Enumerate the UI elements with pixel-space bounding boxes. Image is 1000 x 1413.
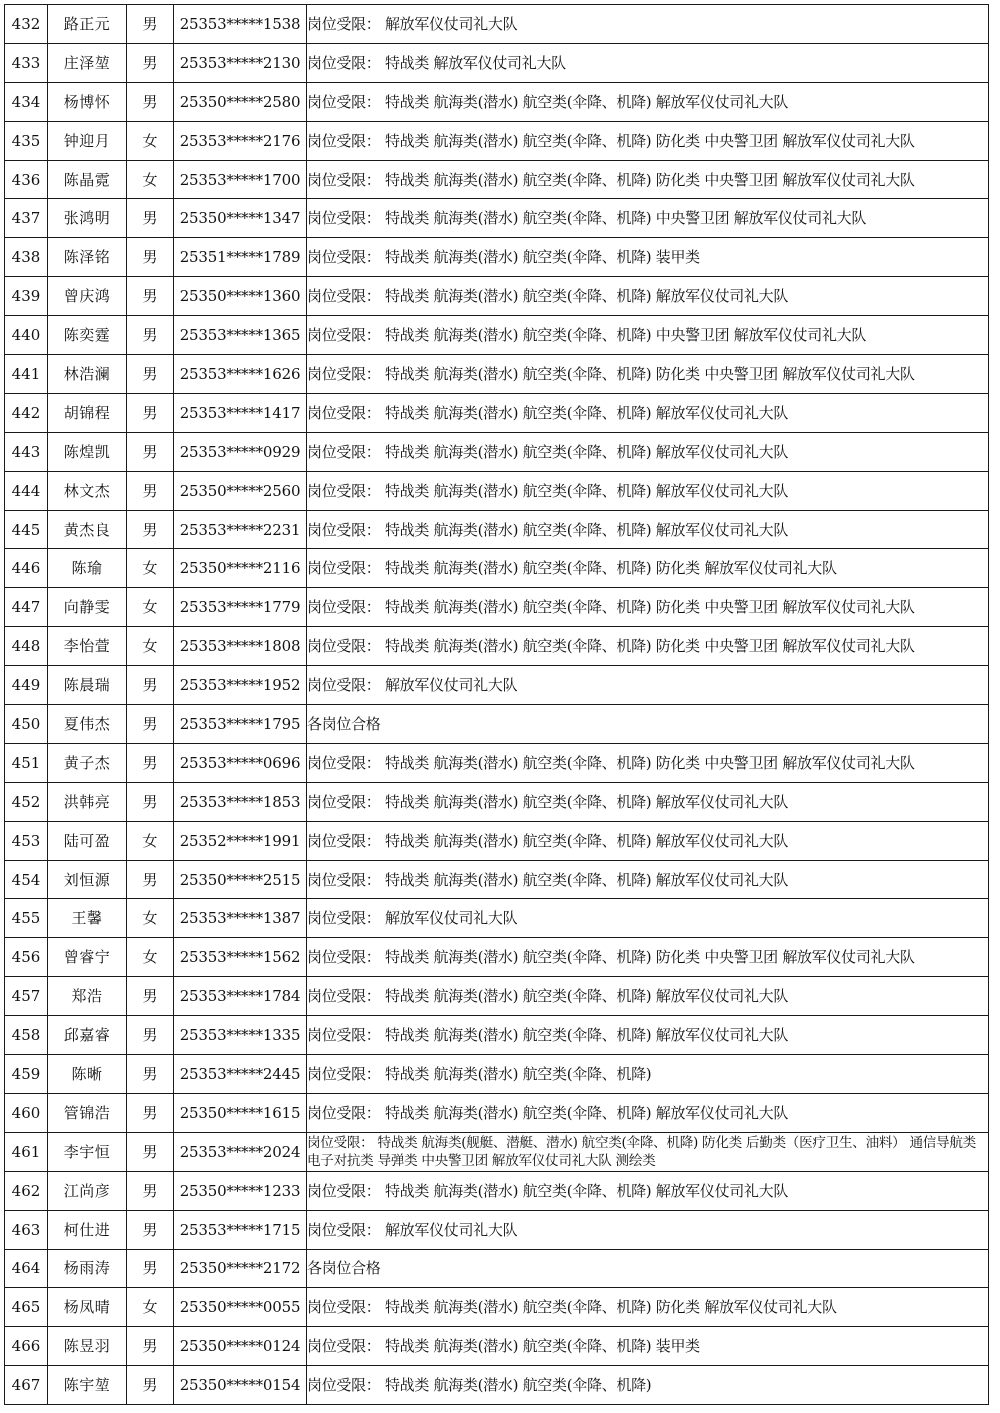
row-number-cell: 438 bbox=[5, 238, 48, 277]
name-cell: 黄子杰 bbox=[48, 743, 127, 782]
row-number-cell: 458 bbox=[5, 1016, 48, 1055]
id-number-cell: 25353*****1365 bbox=[174, 316, 307, 355]
row-number-cell: 443 bbox=[5, 432, 48, 471]
id-number-cell: 25350*****1615 bbox=[174, 1093, 307, 1132]
id-number-cell: 25353*****1779 bbox=[174, 588, 307, 627]
name-cell: 陈瑜 bbox=[48, 549, 127, 588]
name-cell: 陈晨瑞 bbox=[48, 666, 127, 705]
row-number-cell: 442 bbox=[5, 393, 48, 432]
name-cell: 王馨 bbox=[48, 899, 127, 938]
id-number-cell: 25353*****1952 bbox=[174, 666, 307, 705]
id-number-cell: 25353*****1562 bbox=[174, 938, 307, 977]
table-row bbox=[5, 1132, 989, 1171]
row-number-cell: 437 bbox=[5, 199, 48, 238]
id-number-cell: 25350*****2515 bbox=[174, 860, 307, 899]
gender-cell: 男 bbox=[127, 43, 174, 82]
restriction-note-cell: 岗位受限： 特战类 航海类(潜水) 航空类(伞降、机降) 解放军仪仗司礼大队 bbox=[307, 821, 989, 860]
id-number-cell: 25350*****0055 bbox=[174, 1288, 307, 1327]
name-cell: 李怡萱 bbox=[48, 627, 127, 666]
row-number-cell: 460 bbox=[5, 1093, 48, 1132]
name-cell: 江尚彦 bbox=[48, 1171, 127, 1210]
table-row bbox=[5, 316, 989, 355]
id-number-cell: 25353*****1700 bbox=[174, 160, 307, 199]
gender-cell: 女 bbox=[127, 1288, 174, 1327]
row-number-cell: 467 bbox=[5, 1366, 48, 1405]
roster-table bbox=[4, 4, 989, 1405]
table-row bbox=[5, 1093, 989, 1132]
id-number-cell: 25350*****0154 bbox=[174, 1366, 307, 1405]
restriction-note-cell: 岗位受限： 解放军仪仗司礼大队 bbox=[307, 899, 989, 938]
gender-cell: 女 bbox=[127, 938, 174, 977]
row-number-cell: 466 bbox=[5, 1327, 48, 1366]
row-number-cell: 449 bbox=[5, 666, 48, 705]
row-number-cell: 432 bbox=[5, 5, 48, 44]
gender-cell: 女 bbox=[127, 160, 174, 199]
id-number-cell: 25351*****1789 bbox=[174, 238, 307, 277]
table-row bbox=[5, 355, 989, 394]
restriction-note-cell: 岗位受限： 特战类 航海类(潜水) 航空类(伞降、机降) 防化类 中央警卫团 解放军仪仗司礼大队 bbox=[307, 355, 989, 394]
row-number-cell: 454 bbox=[5, 860, 48, 899]
row-number-cell: 456 bbox=[5, 938, 48, 977]
table-row bbox=[5, 1210, 989, 1249]
restriction-note-cell: 岗位受限： 特战类 航海类(潜水) 航空类(伞降、机降) 防化类 解放军仪仗司礼大队 bbox=[307, 1288, 989, 1327]
row-number-cell: 434 bbox=[5, 82, 48, 121]
id-number-cell: 25353*****1808 bbox=[174, 627, 307, 666]
table-row bbox=[5, 705, 989, 744]
table-row bbox=[5, 666, 989, 705]
id-number-cell: 25353*****1538 bbox=[174, 5, 307, 44]
id-number-cell: 25350*****0124 bbox=[174, 1327, 307, 1366]
gender-cell: 男 bbox=[127, 1016, 174, 1055]
table-row bbox=[5, 82, 989, 121]
row-number-cell: 433 bbox=[5, 43, 48, 82]
name-cell: 杨博怀 bbox=[48, 82, 127, 121]
row-number-cell: 450 bbox=[5, 705, 48, 744]
restriction-note-cell: 岗位受限： 特战类 航海类(潜水) 航空类(伞降、机降) 解放军仪仗司礼大队 bbox=[307, 82, 989, 121]
id-number-cell: 25353*****0929 bbox=[174, 432, 307, 471]
gender-cell: 男 bbox=[127, 432, 174, 471]
gender-cell: 女 bbox=[127, 588, 174, 627]
id-number-cell: 25353*****2231 bbox=[174, 510, 307, 549]
table-row bbox=[5, 432, 989, 471]
restriction-note-cell: 岗位受限： 特战类 航海类(潜水) 航空类(伞降、机降) 解放军仪仗司礼大队 bbox=[307, 471, 989, 510]
table-row bbox=[5, 277, 989, 316]
restriction-note-cell: 岗位受限： 特战类 航海类(潜水) 航空类(伞降、机降) 防化类 中央警卫团 解放军仪仗司礼大队 bbox=[307, 938, 989, 977]
gender-cell: 男 bbox=[127, 393, 174, 432]
row-number-cell: 455 bbox=[5, 899, 48, 938]
table-row bbox=[5, 938, 989, 977]
restriction-note-cell: 岗位受限： 特战类 航海类(潜水) 航空类(伞降、机降) 解放军仪仗司礼大队 bbox=[307, 860, 989, 899]
table-row bbox=[5, 899, 989, 938]
gender-cell: 男 bbox=[127, 471, 174, 510]
gender-cell: 男 bbox=[127, 1327, 174, 1366]
row-number-cell: 440 bbox=[5, 316, 48, 355]
gender-cell: 女 bbox=[127, 899, 174, 938]
name-cell: 黄杰良 bbox=[48, 510, 127, 549]
restriction-note-cell: 岗位受限： 特战类 航海类(潜水) 航空类(伞降、机降) 装甲类 bbox=[307, 238, 989, 277]
name-cell: 陆可盈 bbox=[48, 821, 127, 860]
row-number-cell: 446 bbox=[5, 549, 48, 588]
restriction-note-cell: 各岗位合格 bbox=[307, 1249, 989, 1288]
name-cell: 向静雯 bbox=[48, 588, 127, 627]
restriction-note-cell: 岗位受限： 特战类 航海类(潜水) 航空类(伞降、机降) 中央警卫团 解放军仪仗司礼大队 bbox=[307, 316, 989, 355]
table-row bbox=[5, 1016, 989, 1055]
restriction-note-cell: 各岗位合格 bbox=[307, 705, 989, 744]
restriction-note-cell: 岗位受限： 特战类 航海类(潜水) 航空类(伞降、机降) 解放军仪仗司礼大队 bbox=[307, 432, 989, 471]
gender-cell: 男 bbox=[127, 1132, 174, 1171]
restriction-note-cell: 岗位受限： 特战类 航海类(潜水) 航空类(伞降、机降) bbox=[307, 1366, 989, 1405]
row-number-cell: 448 bbox=[5, 627, 48, 666]
row-number-cell: 439 bbox=[5, 277, 48, 316]
restriction-note-cell: 岗位受限： 特战类 航海类(潜水) 航空类(伞降、机降) 解放军仪仗司礼大队 bbox=[307, 277, 989, 316]
name-cell: 钟迎月 bbox=[48, 121, 127, 160]
name-cell: 庄泽堃 bbox=[48, 43, 127, 82]
table-row bbox=[5, 549, 989, 588]
row-number-cell: 459 bbox=[5, 1055, 48, 1094]
id-number-cell: 25353*****2176 bbox=[174, 121, 307, 160]
name-cell: 张鸿明 bbox=[48, 199, 127, 238]
name-cell: 陈晶霓 bbox=[48, 160, 127, 199]
name-cell: 曾睿宁 bbox=[48, 938, 127, 977]
table-row bbox=[5, 1055, 989, 1094]
table-row bbox=[5, 1288, 989, 1327]
id-number-cell: 25353*****2024 bbox=[174, 1132, 307, 1171]
restriction-note-cell: 岗位受限： 特战类 航海类(潜水) 航空类(伞降、机降) 解放军仪仗司礼大队 bbox=[307, 1171, 989, 1210]
table-row bbox=[5, 743, 989, 782]
restriction-note-cell: 岗位受限： 特战类 航海类(潜水) 航空类(伞降、机降) 防化类 中央警卫团 解放军仪仗司礼大队 bbox=[307, 627, 989, 666]
gender-cell: 男 bbox=[127, 782, 174, 821]
restriction-note-cell: 岗位受限： 特战类 航海类(潜水) 航空类(伞降、机降) 解放军仪仗司礼大队 bbox=[307, 1016, 989, 1055]
restriction-note-cell: 岗位受限： 特战类 航海类(舰艇、潜艇、潜水) 航空类(伞降、机降) 防化类 后勤类（医疗卫生、油料） 通信导航类 电子对抗类 导弹类 中央警卫团 解放军仪仗司礼大队 测绘类 bbox=[307, 1132, 989, 1171]
table-row bbox=[5, 588, 989, 627]
table-row bbox=[5, 1249, 989, 1288]
restriction-note-cell: 岗位受限： 特战类 航海类(潜水) 航空类(伞降、机降) 解放军仪仗司礼大队 bbox=[307, 977, 989, 1016]
id-number-cell: 25353*****1387 bbox=[174, 899, 307, 938]
gender-cell: 男 bbox=[127, 5, 174, 44]
restriction-note-cell: 岗位受限： 解放军仪仗司礼大队 bbox=[307, 666, 989, 705]
id-number-cell: 25353*****1335 bbox=[174, 1016, 307, 1055]
gender-cell: 男 bbox=[127, 743, 174, 782]
name-cell: 洪韩亮 bbox=[48, 782, 127, 821]
table-row bbox=[5, 238, 989, 277]
name-cell: 林浩澜 bbox=[48, 355, 127, 394]
table-row bbox=[5, 1171, 989, 1210]
row-number-cell: 461 bbox=[5, 1132, 48, 1171]
id-number-cell: 25353*****1795 bbox=[174, 705, 307, 744]
id-number-cell: 25353*****1853 bbox=[174, 782, 307, 821]
restriction-note-cell: 岗位受限： 解放军仪仗司礼大队 bbox=[307, 1210, 989, 1249]
id-number-cell: 25352*****1991 bbox=[174, 821, 307, 860]
name-cell: 陈泽铭 bbox=[48, 238, 127, 277]
roster-sheet bbox=[4, 4, 989, 1405]
name-cell: 李宇恒 bbox=[48, 1132, 127, 1171]
id-number-cell: 25350*****2172 bbox=[174, 1249, 307, 1288]
table-row bbox=[5, 510, 989, 549]
name-cell: 夏伟杰 bbox=[48, 705, 127, 744]
table-row bbox=[5, 821, 989, 860]
table-row bbox=[5, 199, 989, 238]
row-number-cell: 444 bbox=[5, 471, 48, 510]
name-cell: 郑浩 bbox=[48, 977, 127, 1016]
gender-cell: 男 bbox=[127, 1249, 174, 1288]
name-cell: 邱嘉睿 bbox=[48, 1016, 127, 1055]
gender-cell: 男 bbox=[127, 82, 174, 121]
id-number-cell: 25350*****2116 bbox=[174, 549, 307, 588]
table-row bbox=[5, 1366, 989, 1405]
name-cell: 陈奕霆 bbox=[48, 316, 127, 355]
name-cell: 柯仕进 bbox=[48, 1210, 127, 1249]
restriction-note-cell: 岗位受限： 特战类 航海类(潜水) 航空类(伞降、机降) 解放军仪仗司礼大队 bbox=[307, 510, 989, 549]
restriction-note-cell: 岗位受限： 特战类 航海类(潜水) 航空类(伞降、机降) 中央警卫团 解放军仪仗司礼大队 bbox=[307, 199, 989, 238]
id-number-cell: 25353*****0696 bbox=[174, 743, 307, 782]
restriction-note-cell: 岗位受限： 解放军仪仗司礼大队 bbox=[307, 5, 989, 44]
restriction-note-cell: 岗位受限： 特战类 航海类(潜水) 航空类(伞降、机降) 解放军仪仗司礼大队 bbox=[307, 782, 989, 821]
table-row bbox=[5, 121, 989, 160]
table-row bbox=[5, 160, 989, 199]
table-row bbox=[5, 43, 989, 82]
name-cell: 陈昱羽 bbox=[48, 1327, 127, 1366]
name-cell: 林文杰 bbox=[48, 471, 127, 510]
row-number-cell: 465 bbox=[5, 1288, 48, 1327]
gender-cell: 男 bbox=[127, 1171, 174, 1210]
id-number-cell: 25350*****1347 bbox=[174, 199, 307, 238]
gender-cell: 男 bbox=[127, 238, 174, 277]
gender-cell: 女 bbox=[127, 821, 174, 860]
id-number-cell: 25353*****1715 bbox=[174, 1210, 307, 1249]
row-number-cell: 436 bbox=[5, 160, 48, 199]
gender-cell: 男 bbox=[127, 199, 174, 238]
restriction-note-cell: 岗位受限： 特战类 航海类(潜水) 航空类(伞降、机降) 防化类 中央警卫团 解放军仪仗司礼大队 bbox=[307, 588, 989, 627]
row-number-cell: 451 bbox=[5, 743, 48, 782]
restriction-note-cell: 岗位受限： 特战类 航海类(潜水) 航空类(伞降、机降) 防化类 解放军仪仗司礼大队 bbox=[307, 549, 989, 588]
gender-cell: 女 bbox=[127, 121, 174, 160]
gender-cell: 女 bbox=[127, 627, 174, 666]
id-number-cell: 25353*****1626 bbox=[174, 355, 307, 394]
id-number-cell: 25353*****2130 bbox=[174, 43, 307, 82]
gender-cell: 男 bbox=[127, 666, 174, 705]
name-cell: 管锦浩 bbox=[48, 1093, 127, 1132]
id-number-cell: 25350*****2580 bbox=[174, 82, 307, 121]
name-cell: 路正元 bbox=[48, 5, 127, 44]
gender-cell: 女 bbox=[127, 549, 174, 588]
table-row bbox=[5, 5, 989, 44]
row-number-cell: 463 bbox=[5, 1210, 48, 1249]
gender-cell: 男 bbox=[127, 355, 174, 394]
gender-cell: 男 bbox=[127, 277, 174, 316]
row-number-cell: 445 bbox=[5, 510, 48, 549]
id-number-cell: 25353*****2445 bbox=[174, 1055, 307, 1094]
id-number-cell: 25350*****1233 bbox=[174, 1171, 307, 1210]
table-row bbox=[5, 782, 989, 821]
restriction-note-cell: 岗位受限： 特战类 航海类(潜水) 航空类(伞降、机降) 解放军仪仗司礼大队 bbox=[307, 393, 989, 432]
gender-cell: 男 bbox=[127, 1210, 174, 1249]
gender-cell: 男 bbox=[127, 1366, 174, 1405]
gender-cell: 男 bbox=[127, 705, 174, 744]
name-cell: 陈煌凯 bbox=[48, 432, 127, 471]
gender-cell: 男 bbox=[127, 860, 174, 899]
name-cell: 刘恒源 bbox=[48, 860, 127, 899]
restriction-note-cell: 岗位受限： 特战类 解放军仪仗司礼大队 bbox=[307, 43, 989, 82]
table-row bbox=[5, 471, 989, 510]
name-cell: 曾庆鸿 bbox=[48, 277, 127, 316]
row-number-cell: 441 bbox=[5, 355, 48, 394]
id-number-cell: 25350*****2560 bbox=[174, 471, 307, 510]
gender-cell: 男 bbox=[127, 977, 174, 1016]
row-number-cell: 464 bbox=[5, 1249, 48, 1288]
row-number-cell: 452 bbox=[5, 782, 48, 821]
name-cell: 杨凤晴 bbox=[48, 1288, 127, 1327]
row-number-cell: 453 bbox=[5, 821, 48, 860]
row-number-cell: 462 bbox=[5, 1171, 48, 1210]
restriction-note-cell: 岗位受限： 特战类 航海类(潜水) 航空类(伞降、机降) 防化类 中央警卫团 解放军仪仗司礼大队 bbox=[307, 121, 989, 160]
roster-table-body bbox=[5, 5, 989, 1405]
table-row bbox=[5, 393, 989, 432]
gender-cell: 男 bbox=[127, 510, 174, 549]
row-number-cell: 447 bbox=[5, 588, 48, 627]
restriction-note-cell: 岗位受限： 特战类 航海类(潜水) 航空类(伞降、机降) 解放军仪仗司礼大队 bbox=[307, 1093, 989, 1132]
id-number-cell: 25350*****1360 bbox=[174, 277, 307, 316]
row-number-cell: 435 bbox=[5, 121, 48, 160]
gender-cell: 男 bbox=[127, 316, 174, 355]
name-cell: 陈宇堃 bbox=[48, 1366, 127, 1405]
table-row bbox=[5, 1327, 989, 1366]
restriction-note-cell: 岗位受限： 特战类 航海类(潜水) 航空类(伞降、机降) 防化类 中央警卫团 解放军仪仗司礼大队 bbox=[307, 743, 989, 782]
gender-cell: 男 bbox=[127, 1055, 174, 1094]
name-cell: 杨雨涛 bbox=[48, 1249, 127, 1288]
gender-cell: 男 bbox=[127, 1093, 174, 1132]
restriction-note-cell: 岗位受限： 特战类 航海类(潜水) 航空类(伞降、机降) 防化类 中央警卫团 解放军仪仗司礼大队 bbox=[307, 160, 989, 199]
name-cell: 陈晰 bbox=[48, 1055, 127, 1094]
row-number-cell: 457 bbox=[5, 977, 48, 1016]
table-row bbox=[5, 860, 989, 899]
restriction-note-cell: 岗位受限： 特战类 航海类(潜水) 航空类(伞降、机降) bbox=[307, 1055, 989, 1094]
name-cell: 胡锦程 bbox=[48, 393, 127, 432]
table-row bbox=[5, 977, 989, 1016]
table-row bbox=[5, 627, 989, 666]
id-number-cell: 25353*****1417 bbox=[174, 393, 307, 432]
restriction-note-cell: 岗位受限： 特战类 航海类(潜水) 航空类(伞降、机降) 装甲类 bbox=[307, 1327, 989, 1366]
id-number-cell: 25353*****1784 bbox=[174, 977, 307, 1016]
